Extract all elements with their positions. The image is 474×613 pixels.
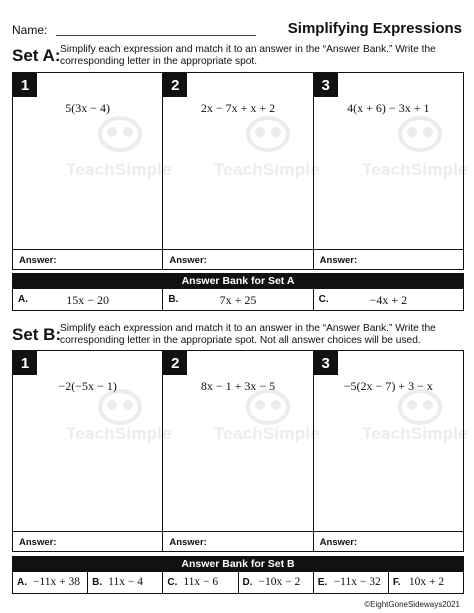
bank-choice [314,289,463,310]
set-a-problem-3 [314,73,463,269]
watermark-text: TeachSimple [214,160,320,179]
bank-letter: C. [318,294,329,305]
bank-letter: E. [317,577,328,588]
problem-expression: 2x − 7x + x + 2 [200,101,276,115]
answer-label: Answer: [319,255,358,266]
set-b-answer-bank [12,572,464,594]
set-b-heading [12,323,464,349]
answer-field[interactable] [314,249,463,269]
answer-label: Answer: [19,255,57,266]
bank-value: −10x − 2 [258,576,301,588]
bank-letter: F. [392,577,401,588]
set-a-instructions: Simplify each expression and match it to an answer in the “Answer Bank.” Write the corresponding letter in the appropriate spot. [60,44,436,67]
watermark-text: TeachSimple [362,424,468,443]
watermark-text: TeachSimple [66,424,172,443]
problem-number: 3 [314,351,338,375]
answer-field[interactable] [13,531,162,551]
bank-choice [314,572,389,593]
bank-value: −11x + 38 [33,576,81,588]
worksheet-title: Simplifying Expressions [287,20,462,37]
set-a-problems [12,72,464,270]
bank-choice [163,572,238,593]
bank-choice [163,289,313,310]
bank-value: 11x − 4 [108,576,143,588]
set-a-bank-title: Answer Bank for Set A [12,273,464,289]
bank-letter: B. [168,294,179,305]
name-label: Name: [12,23,48,37]
bank-value: −4x + 2 [369,293,408,307]
problem-number: 2 [163,351,187,375]
answer-label: Answer: [19,537,57,548]
bank-value: 7x + 25 [219,293,257,307]
bank-choice [88,572,163,593]
bank-letter: A. [17,577,27,588]
watermark-text: TeachSimple [66,160,172,179]
bank-letter: A. [18,294,28,305]
bank-letter: B. [92,577,103,588]
answer-label: Answer: [319,537,358,548]
worksheet-header [12,20,464,40]
bank-choice [13,289,163,310]
set-b-bank-title: Answer Bank for Set B [12,556,464,572]
problem-number: 3 [314,73,338,97]
bank-value: 11x − 6 [183,576,219,588]
problem-expression: −5(2x − 7) + 3 − x [343,379,433,393]
answer-field[interactable] [163,531,312,551]
bank-value: 10x + 2 [408,576,445,588]
bank-value: −11x − 32 [333,576,381,588]
problem-expression: −2(−5x − 1) [58,379,117,393]
bank-choice [239,572,314,593]
set-b-label: Set B: [12,325,62,344]
watermark-text: TeachSimple [214,424,320,443]
set-b-problems [12,350,464,552]
set-a-answer-bank [12,289,464,311]
problem-number: 1 [13,351,37,375]
problem-number: 1 [13,73,37,97]
answer-field[interactable] [13,249,162,269]
set-b-problem-3 [314,351,463,551]
set-a-heading [12,44,464,70]
problem-expression: 4(x + 6) − 3x + 1 [347,101,430,115]
bank-letter: C. [167,577,178,588]
name-field[interactable] [56,35,256,36]
bank-choice [389,572,463,593]
problem-expression: 8x − 1 + 3x − 5 [200,379,276,393]
set-a-problem-2 [163,73,313,269]
answer-field[interactable] [163,249,312,269]
answer-label: Answer: [169,537,207,548]
set-b-problem-2 [163,351,313,551]
problem-number: 2 [163,73,187,97]
copyright-notice: ©EightGoneSideways2021 [364,600,460,609]
watermark-text: TeachSimple [362,160,468,179]
problem-expression: 5(3x − 4) [65,101,111,115]
set-a-label: Set A: [12,46,61,65]
set-b-instructions: Simplify each expression and match it to an answer in the “Answer Bank.” Write the corresponding letter in the appropriate spot. Not all answer choices will be used. [60,323,436,346]
set-a-problem-1 [13,73,163,269]
answer-label: Answer: [169,255,207,266]
bank-choice [13,572,88,593]
bank-letter: D. [242,577,253,588]
bank-value: 15x − 20 [66,293,110,307]
set-b-problem-1 [13,351,163,551]
answer-field[interactable] [314,531,463,551]
